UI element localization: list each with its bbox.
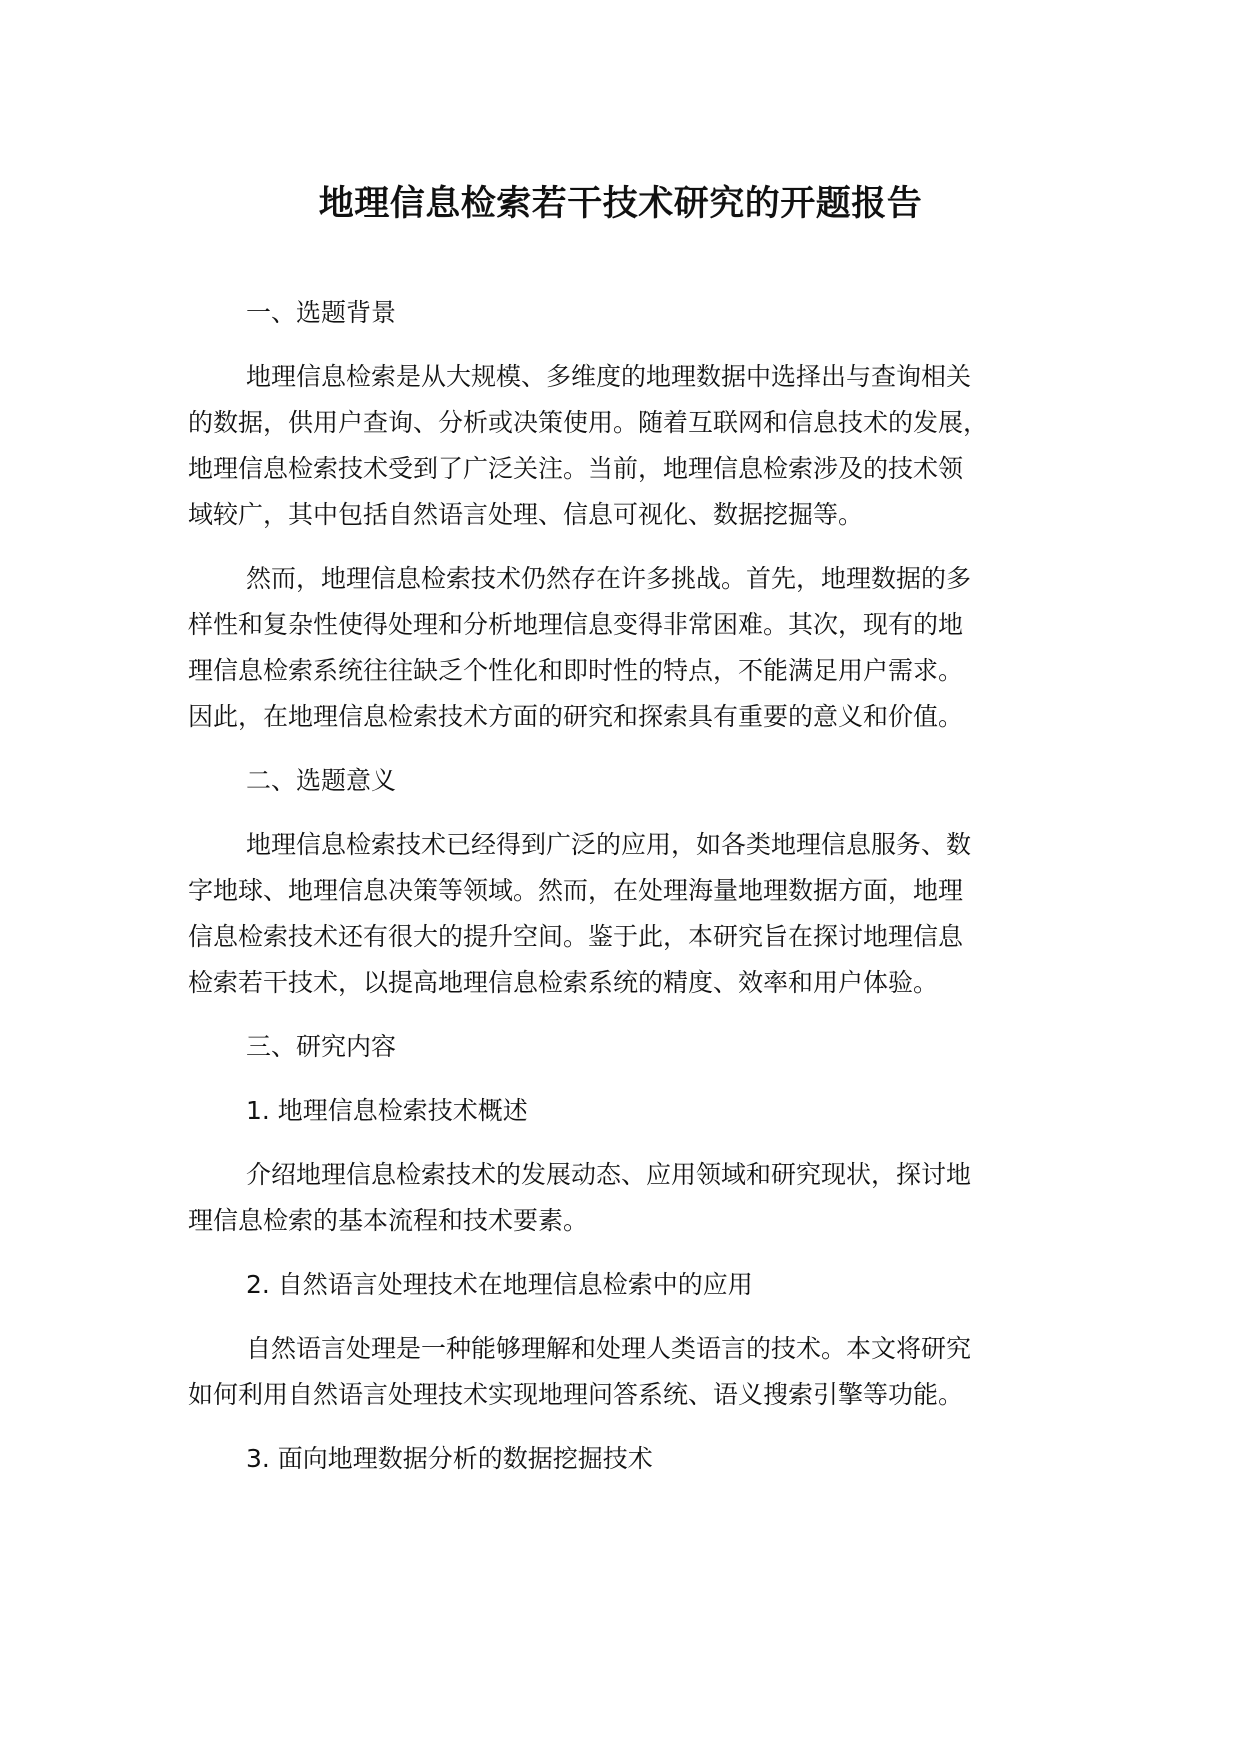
text-line: 字地球、地理信息决策等领域。然而，在处理海量地理数据方面，地理 bbox=[188, 876, 964, 905]
section-heading-significance: 二、选题意义 bbox=[246, 766, 397, 795]
paragraph-significance bbox=[188, 822, 1078, 1006]
text-line: 信息检索技术还有很大的提升空间。鉴于此，本研究旨在探讨地理信息 bbox=[188, 922, 964, 951]
text-line: 的数据，供用户查询、分析或决策使用。随着互联网和信息技术的发展， bbox=[188, 408, 989, 437]
text-line: 样性和复杂性使得处理和分析地理信息变得非常困难。其次，现有的地 bbox=[188, 610, 964, 639]
text-line: 理信息检索系统往往缺乏个性化和即时性的特点，不能满足用户需求。 bbox=[188, 656, 964, 685]
text-line: 检索若干技术，以提高地理信息检索系统的精度、效率和用户体验。 bbox=[188, 968, 939, 997]
text-line: 如何利用自然语言处理技术实现地理问答系统、语义搜索引擎等功能。 bbox=[188, 1380, 964, 1409]
paragraph-background-2 bbox=[188, 556, 1078, 740]
paragraph-overview bbox=[188, 1152, 1078, 1244]
paragraph-nlp bbox=[188, 1326, 1078, 1418]
section-heading-background: 一、选题背景 bbox=[246, 298, 397, 327]
text-line: 因此，在地理信息检索技术方面的研究和探索具有重要的意义和价值。 bbox=[188, 702, 964, 731]
text-line: 域较广，其中包括自然语言处理、信息可视化、数据挖掘等。 bbox=[188, 500, 864, 529]
text-line: 地理信息检索技术受到了广泛关注。当前，地理信息检索涉及的技术领 bbox=[188, 454, 964, 483]
document-body bbox=[188, 290, 1078, 1500]
text-line: 介绍地理信息检索技术的发展动态、应用领域和研究现状，探讨地 bbox=[246, 1160, 972, 1189]
subheading-nlp: 2. 自然语言处理技术在地理信息检索中的应用 bbox=[246, 1270, 753, 1299]
text-line: 理信息检索的基本流程和技术要素。 bbox=[188, 1206, 589, 1235]
paragraph-background-1 bbox=[188, 354, 1078, 538]
text-line: 地理信息检索技术已经得到广泛的应用，如各类地理信息服务、数 bbox=[246, 830, 972, 859]
text-line: 地理信息检索是从大规模、多维度的地理数据中选择出与查询相关 bbox=[246, 362, 972, 391]
text-line: 自然语言处理是一种能够理解和处理人类语言的技术。本文将研究 bbox=[246, 1334, 972, 1363]
text-line: 然而，地理信息检索技术仍然存在许多挑战。首先，地理数据的多 bbox=[246, 564, 972, 593]
subheading-overview: 1. 地理信息检索技术概述 bbox=[246, 1096, 528, 1125]
section-heading-research-content: 三、研究内容 bbox=[246, 1032, 397, 1061]
subheading-data-mining: 3. 面向地理数据分析的数据挖掘技术 bbox=[246, 1444, 653, 1473]
document-title: 地理信息检索若干技术研究的开题报告 bbox=[318, 184, 923, 224]
